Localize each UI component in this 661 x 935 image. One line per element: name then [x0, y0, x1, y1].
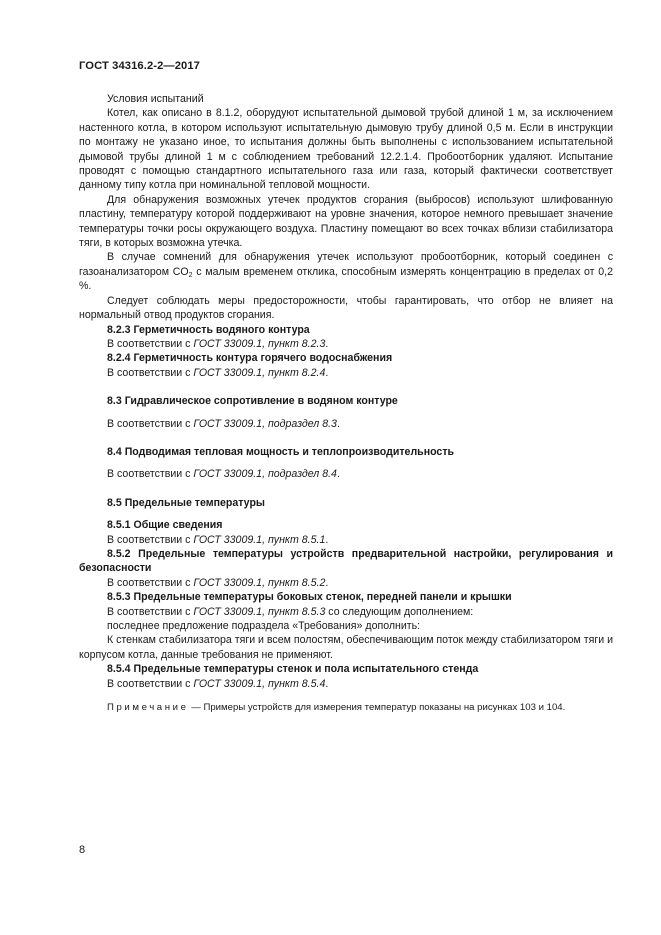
ref-prefix: В соответствии с [107, 533, 194, 546]
section-8-2-4-reference [79, 366, 613, 380]
ref-prefix: В соответствии с [107, 677, 194, 690]
conditions-paragraph-2: Для обнаружения возможных утечек продуктов сгорания (выбросов) используют шлифованную пластину, температуру которой поддерживают на уровне значения, которое немного превышает значение температуры точки росы окружающего воздуха. Пластину помещают во всех точках вблизи стабилизатора тяги, в которых возможна утечка. [79, 193, 613, 250]
section-number: 8.5.4 [107, 663, 131, 676]
section-title: Общие сведения [133, 519, 223, 532]
ref-standard: ГОСТ 33009.1, подраздел 8.3 [193, 417, 337, 430]
page-content [79, 92, 613, 715]
section-number: 8.5.1 [107, 519, 131, 532]
ref-prefix: В соответствии с [107, 417, 194, 430]
ref-suffix: . [325, 576, 329, 589]
conditions-paragraph-3 [79, 250, 613, 293]
section-title: Предельные температуры устройств предварительной настройки, регулирования и безопасности [79, 547, 614, 575]
section-8-5-1-heading [79, 518, 613, 532]
ref-standard: ГОСТ 33009.1, пункт 8.5.4 [193, 677, 326, 690]
ref-suffix: . [325, 677, 329, 690]
ref-standard: ГОСТ 33009.1, пункт 8.5.2 [193, 576, 326, 589]
section-number: 8.5 [107, 496, 122, 509]
section-8-5-3-amendment-intro: последнее предложение подраздела «Требования» дополнить: [107, 620, 421, 632]
ref-prefix: В соответствии с [107, 576, 194, 589]
ref-prefix: В соответствии с [107, 337, 194, 350]
section-8-4-heading [79, 445, 613, 459]
ref-standard: ГОСТ 33009.1, пункт 8.5.3 [193, 605, 326, 618]
section-title: Предельные температуры стенок и пола испытательного стенда [133, 663, 479, 676]
section-8-2-4-heading [79, 351, 613, 365]
section-number: 8.5.3 [107, 591, 131, 604]
section-title: Подводимая тепловая мощность и теплопроизводительность [124, 445, 455, 458]
section-8-5-1-reference [79, 533, 613, 547]
ref-suffix: . [325, 366, 329, 379]
section-title: Герметичность водяного контура [133, 323, 310, 336]
ref-suffix: . [325, 533, 329, 546]
section-8-3-reference [79, 417, 613, 431]
note-text: — Примеры устройств для измерения температур показаны на рисунках 103 и 104. [188, 702, 566, 714]
ref-standard: ГОСТ 33009.1, пункт 8.2.3 [193, 337, 326, 350]
section-8-5-2-heading [79, 547, 613, 576]
conditions-p3-text: В случае сомнений для обнаружения утечек используют пробоотборник, который соединен с газоанализатором CO [79, 251, 613, 278]
ref-suffix: со следующим дополнением: [325, 605, 474, 618]
ref-standard: ГОСТ 33009.1, пункт 8.5.1 [193, 533, 326, 546]
section-title: Гидравлическое сопротивление в водяном контуре [124, 395, 398, 408]
co2-subscript: 2 [188, 271, 193, 279]
page-number: 8 [79, 844, 86, 856]
section-8-5-heading [79, 496, 613, 510]
section-8-5-3-reference [79, 605, 613, 619]
note-label: Примечание [107, 702, 189, 714]
section-number: 8.2.4 [107, 352, 131, 365]
conditions-title: Условия испытаний [107, 93, 204, 105]
section-8-2-3-reference [79, 337, 613, 351]
section-8-5-4-heading [79, 662, 613, 676]
note [79, 701, 613, 715]
ref-standard: ГОСТ 33009.1, пункт 8.2.4 [193, 366, 326, 379]
ref-suffix: . [325, 337, 329, 350]
section-8-3-heading [79, 394, 613, 408]
conditions-p3-text-end: с малым временем отклика, способным измерять концентрацию в пределах от 0,2 %. [79, 265, 613, 293]
section-title: Герметичность контура горячего водоснабжения [133, 352, 393, 365]
section-8-2-3-heading [79, 323, 613, 337]
section-number: 8.2.3 [107, 323, 131, 336]
section-number: 8.3 [107, 395, 122, 408]
section-8-5-3-amendment-text: К стенкам стабилизатора тяги и всем полостям, обеспечивающим поток между стабилизатором тяги и корпусом котла, данные требования не применяют. [79, 634, 613, 661]
ref-standard: ГОСТ 33009.1, подраздел 8.4 [193, 468, 337, 481]
section-8-4-reference [79, 467, 613, 481]
standard-code-header: ГОСТ 34316.2-2—2017 [79, 60, 201, 72]
ref-prefix: В соответствии с [107, 366, 194, 379]
conditions-paragraph-4: Следует соблюдать меры предосторожности, чтобы гарантировать, что отбор не влияет на нормальный отвод продуктов сгорания. [79, 294, 613, 322]
conditions-paragraph-1: Котел, как описано в 8.1.2, оборудуют испытательной дымовой трубой длиной 1 м, за исключением настенного котла, в котором используют испытательную дымовую трубу длиной 0,5 м. Если в инструкции по монтажу не указано иное, то испытания должны быть выполнены с использованием испытательной дымовой трубы длиной 1 м с соблюдением требований 12.2.1.4. Пробоотборник удаляют. Испытание проводят с помощью стандартного испытательного газа или газа, который фактически соответствует данному типу котла при номинальной тепловой мощности. [79, 107, 613, 192]
section-8-5-4-reference [79, 677, 613, 691]
section-number: 8.5.2 [107, 547, 131, 560]
ref-prefix: В соответствии с [107, 605, 194, 618]
section-8-5-2-reference [79, 576, 613, 590]
section-title: Предельные температуры [124, 496, 265, 509]
section-number: 8.4 [107, 445, 122, 458]
ref-suffix: . [336, 417, 340, 430]
section-8-5-3-heading [79, 590, 613, 604]
section-title: Предельные температуры боковых стенок, передней панели и крышки [133, 591, 512, 604]
ref-suffix: . [336, 468, 340, 481]
ref-prefix: В соответствии с [107, 468, 194, 481]
